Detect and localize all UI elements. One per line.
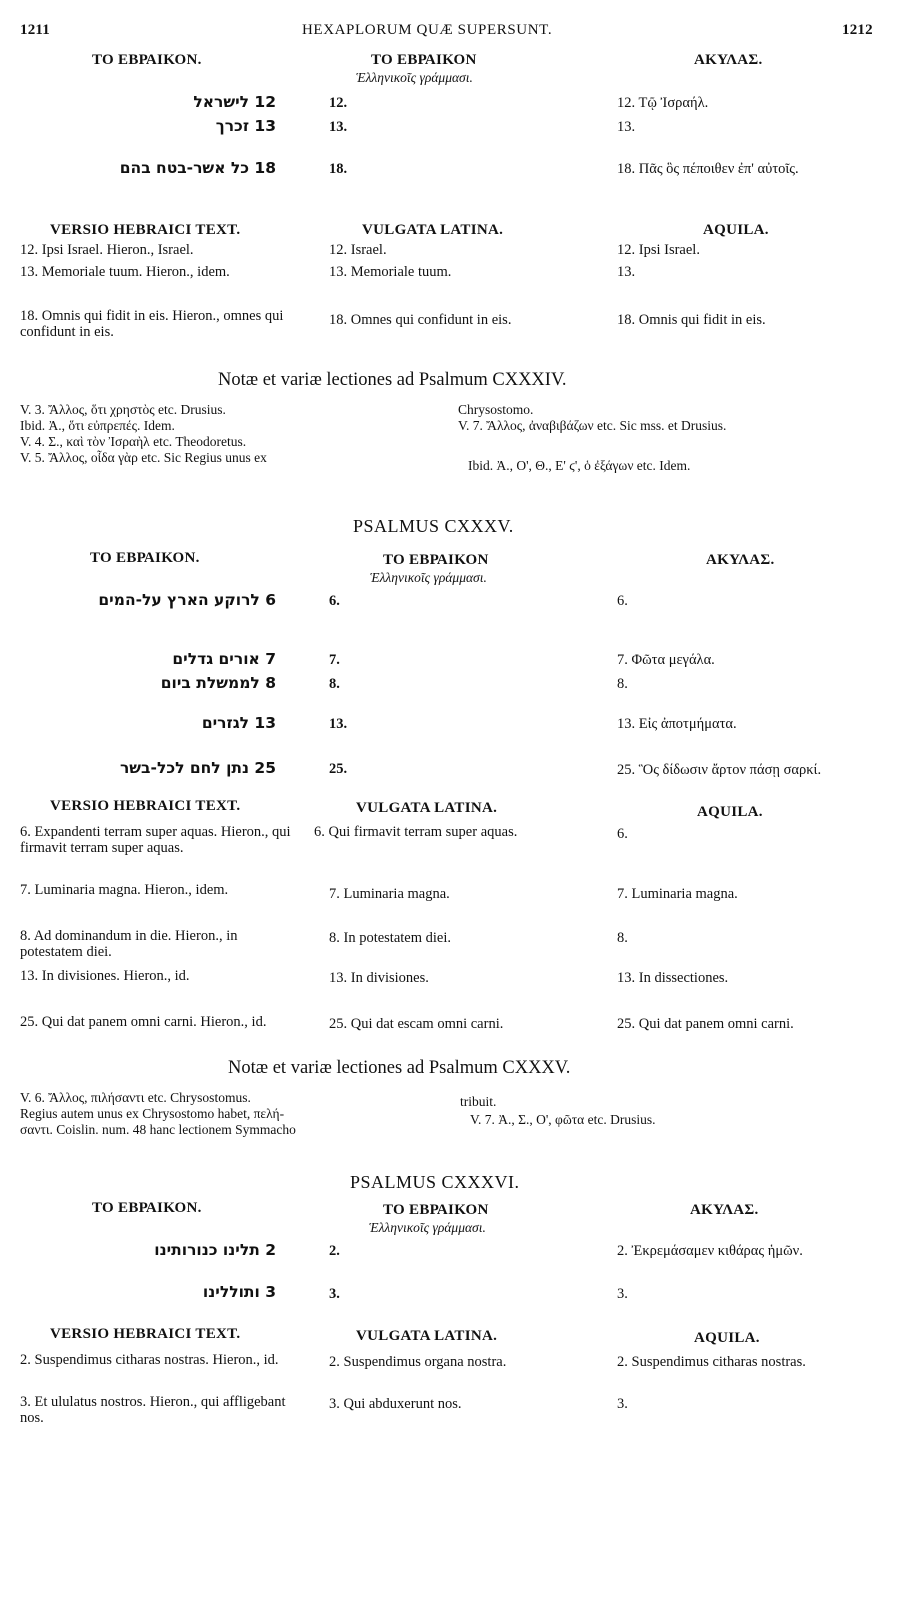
versio-verse: 3. Et ululatus nostros. Hieron., qui affligebant nos.	[20, 1394, 286, 1426]
latin-head-aquila: AQUILA.	[697, 804, 763, 820]
aquila-latin-verse: 12. Ipsi Israel.	[617, 242, 700, 258]
note-line: V. 7. Ἄλλος, ἀναβιβάζων etc. Sic mss. et Drusius.	[458, 418, 727, 433]
aquila-latin-verse: 8.	[617, 930, 628, 946]
col-head-greek-letters-sub: Ἑλληνικοῖς γράμμασι.	[369, 1220, 486, 1235]
versio-verse: 2. Suspendimus citharas nostras. Hieron., id.	[20, 1352, 279, 1368]
versio-verse: 12. Ipsi Israel. Hieron., Israel.	[20, 242, 194, 258]
notes-title-ps135: Notæ et variæ lectiones ad Psalmum CXXXV.	[228, 1058, 571, 1078]
vulgata-verse: 13. In divisiones.	[329, 970, 429, 986]
note-line: V. 7. Ἀ., Σ., Ο', φῶτα etc. Drusius.	[470, 1112, 656, 1127]
vulgata-verse: 25. Qui dat escam omni carni.	[329, 1016, 504, 1032]
hebrew-verse: 7 אורים גדלים	[172, 650, 276, 668]
aquila-latin-verse: 13.	[617, 264, 636, 280]
note-line: Ibid. Ἀ., ὅτι εὐπρεπές. Idem.	[20, 418, 175, 433]
aquila-verse: 7. Φῶτα μεγάλα.	[617, 652, 715, 668]
versio-verse: 13. Memoriale tuum. Hieron., idem.	[20, 264, 230, 280]
latin-head-aquila: AQUILA.	[703, 222, 769, 238]
latin-head-versio: VERSIO HEBRAICI TEXT.	[50, 222, 241, 238]
psalm-title-135: PSALMUS CXXXV.	[353, 516, 514, 536]
vulgata-verse: 3. Qui abduxerunt nos.	[329, 1396, 462, 1412]
col-head-greek-letters-sub: Ἑλληνικοῖς γράμμασι.	[356, 70, 473, 85]
hebrew-verse: 3 ותוללינו	[202, 1283, 276, 1301]
translit-verse: 7.	[329, 652, 340, 668]
hebrew-verse: 18 כל אשר-בטח בהם	[119, 159, 276, 177]
versio-verse: 18. Omnis qui fidit in eis. Hieron., omnes qui confidunt in eis.	[20, 308, 284, 340]
vulgata-verse: 2. Suspendimus organa nostra.	[329, 1354, 507, 1370]
notes-title-ps134: Notæ et variæ lectiones ad Psalmum CXXXIV.	[218, 370, 567, 390]
latin-head-versio: VERSIO HEBRAICI TEXT.	[50, 1326, 241, 1342]
translit-verse: 25.	[329, 761, 348, 777]
latin-head-aquila: AQUILA.	[694, 1330, 760, 1346]
aquila-verse: 13.	[617, 119, 636, 135]
col-head-aquila: ΑΚΥΛΑΣ.	[706, 552, 775, 568]
col-head-greek-letters: ΤΟ ΕΒΡΑΙΚΟΝ	[383, 552, 489, 568]
aquila-latin-verse: 18. Omnis qui fidit in eis.	[617, 312, 766, 328]
vulgata-verse: 8. In potestatem diei.	[329, 930, 452, 946]
aquila-verse: 2. Ἐκρεμάσαμεν κιθάρας ἡμῶν.	[617, 1243, 803, 1259]
versio-verse: 8. Ad dominandum in die. Hieron., in potestatem diei.	[20, 928, 238, 960]
col-head-greek-letters-sub: Ἑλληνικοῖς γράμμασι.	[370, 570, 487, 585]
translit-verse: 13.	[329, 119, 348, 135]
hebrew-verse: 2 תלינו כנורותינו	[154, 1241, 276, 1259]
col-head-hebrew: ΤΟ ΕΒΡΑΙΚΟΝ.	[90, 550, 200, 566]
aquila-latin-verse: 6.	[617, 826, 628, 842]
col-head-greek-letters: ΤΟ ΕΒΡΑΙΚΟΝ	[371, 52, 477, 68]
translit-verse: 8.	[329, 676, 340, 692]
psalm-title-136: PSALMUS CXXXVI.	[350, 1172, 520, 1192]
versio-verse: 7. Luminaria magna. Hieron., idem.	[20, 882, 229, 898]
versio-verse: 6. Expandenti terram super aquas. Hieron., qui firmavit terram super aquas.	[20, 824, 291, 856]
col-head-hebrew: ΤΟ ΕΒΡΑΙΚΟΝ.	[92, 52, 202, 68]
col-head-greek-letters: ΤΟ ΕΒΡΑΙΚΟΝ	[383, 1202, 489, 1218]
vulgata-verse: 6. Qui firmavit terram super aquas.	[314, 824, 518, 840]
latin-head-versio: VERSIO HEBRAICI TEXT.	[50, 798, 241, 814]
note-line: σαντι. Coislin. num. 48 hanc lectionem Symmacho	[20, 1122, 296, 1137]
note-line: Chrysostomo.	[458, 402, 534, 417]
vulgata-verse: 12. Israel.	[329, 242, 387, 258]
latin-head-vulgata: VULGATA LATINA.	[356, 800, 498, 816]
aquila-latin-verse: 25. Qui dat panem omni carni.	[617, 1016, 794, 1032]
aquila-verse: 8.	[617, 676, 628, 692]
aquila-latin-verse: 7. Luminaria magna.	[617, 886, 738, 902]
latin-head-vulgata: VULGATA LATINA.	[362, 222, 504, 238]
hebrew-verse: 6 לרוקע הארץ על-המים	[98, 591, 276, 609]
versio-verse: 13. In divisiones. Hieron., id.	[20, 968, 190, 984]
col-head-aquila: ΑΚΥΛΑΣ.	[690, 1202, 759, 1218]
translit-verse: 2.	[329, 1243, 340, 1259]
aquila-latin-verse: 3.	[617, 1396, 628, 1412]
hebrew-verse: 8 לממשלת ביום	[160, 674, 276, 692]
translit-verse: 13.	[329, 716, 348, 732]
vulgata-verse: 18. Omnes qui confidunt in eis.	[329, 312, 512, 328]
aquila-verse: 12. Τῷ Ἰσραήλ.	[617, 95, 709, 111]
aquila-verse: 6.	[617, 593, 628, 609]
translit-verse: 18.	[329, 161, 348, 177]
page-number-left: 1211	[20, 22, 50, 38]
aquila-verse: 3.	[617, 1286, 628, 1302]
note-line: Regius autem unus ex Chrysostomo habet, πελή-	[20, 1106, 285, 1121]
aquila-latin-verse: 2. Suspendimus citharas nostras.	[617, 1354, 806, 1370]
translit-verse: 3.	[329, 1286, 340, 1302]
col-head-hebrew: ΤΟ ΕΒΡΑΙΚΟΝ.	[92, 1200, 202, 1216]
note-line: V. 3. Ἄλλος, ὅτι χρηστὸς etc. Drusius.	[20, 402, 226, 417]
note-line: V. 5. Ἄλλος, οἶδα γὰρ etc. Sic Regius unus ex	[20, 450, 267, 465]
latin-head-vulgata: VULGATA LATINA.	[356, 1328, 498, 1344]
note-line: Ibid. Ἀ., Ο', Θ., Ε' ϛ', ὁ ἐξάγων etc. Idem.	[468, 458, 691, 473]
page-number-right: 1212	[842, 22, 873, 38]
vulgata-verse: 13. Memoriale tuum.	[329, 264, 452, 280]
aquila-verse: 13. Εἰς ἀποτμήματα.	[617, 716, 737, 732]
hebrew-verse: 13 לגזרים	[201, 714, 276, 732]
aquila-verse: 25. Ὃς δίδωσιν ἄρτον πάσῃ σαρκί.	[617, 762, 822, 778]
hebrew-verse: 12 לישראל	[193, 93, 276, 111]
note-line: V. 6. Ἄλλος, πιλήσαντι etc. Chrysostomus.	[20, 1090, 251, 1105]
note-line: tribuit.	[460, 1094, 497, 1109]
aquila-latin-verse: 13. In dissectiones.	[617, 970, 729, 986]
vulgata-verse: 7. Luminaria magna.	[329, 886, 450, 902]
page-running-title: HEXAPLORUM QUÆ SUPERSUNT.	[302, 22, 553, 38]
translit-verse: 6.	[329, 593, 340, 609]
note-line: V. 4. Σ., καὶ τὸν Ἰσραὴλ etc. Theodoretus.	[20, 434, 247, 449]
versio-verse: 25. Qui dat panem omni carni. Hieron., id.	[20, 1014, 267, 1030]
hebrew-verse: 25 נתן לחם לכל-בשר	[119, 759, 276, 777]
hebrew-verse: 13 זכרך	[215, 117, 276, 135]
aquila-verse: 18. Πᾶς ὃς πέποιθεν ἐπ' αὐτοῖς.	[617, 161, 799, 177]
translit-verse: 12.	[329, 95, 348, 111]
col-head-aquila: ΑΚΥΛΑΣ.	[694, 52, 763, 68]
